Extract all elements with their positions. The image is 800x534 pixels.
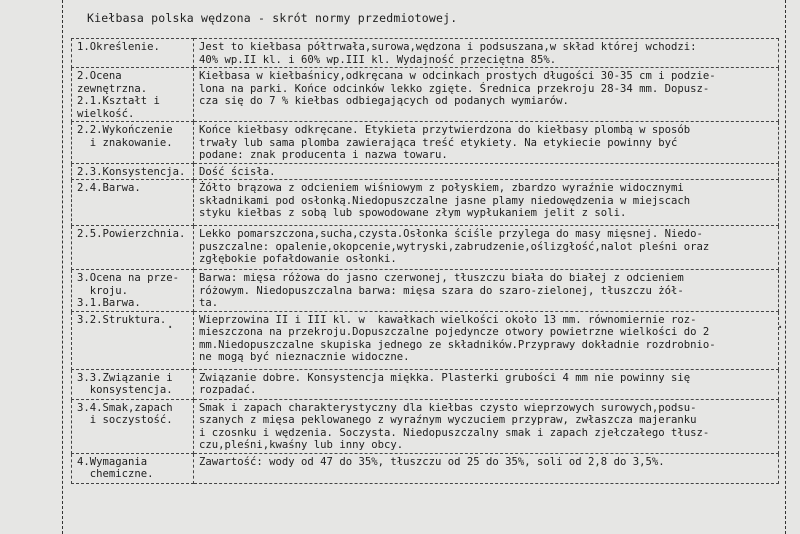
row-label: 2.2.Wykończenie i znakowanie. — [72, 122, 194, 164]
table-row — [72, 311, 779, 369]
row-label: 1.Określenie. — [72, 39, 194, 68]
table-row — [72, 68, 779, 122]
row-label: 3.Ocena na prze- kroju. 3.1.Barwa. — [72, 270, 194, 312]
row-text: Dość ścisła. — [194, 163, 779, 180]
row-text: Zawartość: wody od 47 do 35%, tłuszczu od 25 do 35%, soli od 2,8 do 3,5%. — [194, 453, 779, 483]
row-text: Końce kiełbasy odkręcane. Etykieta przytwierdzona do kiełbasy plombą w sposób trwały lub sama plomba zawierająca treść etykiety. Na etykiecie powinny być podane: znak producenta i nazwa towaru. — [194, 122, 779, 164]
table-row — [72, 163, 779, 180]
table-row — [72, 226, 779, 270]
table-row — [72, 369, 779, 399]
row-text: Związanie dobre. Konsystencja miękka. Plasterki grubości 4 mm nie powinny się rozpadać. — [194, 369, 779, 399]
row-text: Barwa: mięsa różowa do jasno czerwonej, tłuszczu biała do białej z odcieniem różowym. Niedopuszczalna barwa: mięsa szara do szaro-zielonej, tłuszczu żół- ta. — [194, 270, 779, 312]
table-row — [72, 39, 779, 68]
row-text: Żółto brązowa z odcieniem wiśniowym z połyskiem, zbardzo wyraźnie widocznymi składnikami pod osłonką.Niedopuszczalne jasne plamy niedowędzenia w miejscach styku kiełbas z sobą lub spowodowane złym wypłukaniem jelit z soli. — [194, 180, 779, 226]
row-label: 2.3.Konsystencja. — [72, 163, 194, 180]
row-text: Wieprzowina II i III kl. w kawałkach wielkości około 13 mm. równomiernie roz- mieszczona na przekroju.Dopuszczalne pojedyncze otwory powietrzne wielkości do 2 mm.Niedopuszczalne skupiska jednego ze składników.Przyprawy dokładnie rozdrobnio- ne mogą być nieznacznie widoczne. — [194, 311, 779, 369]
table-row — [72, 122, 779, 164]
row-label: 4.Wymagania chemiczne. — [72, 453, 194, 483]
row-text: Smak i zapach charakterystyczny dla kiełbas czysto wieprzowych surowych,podsu- szanych z mięsa peklowanego z wyraźnym wyczuciem przypraw, zwłaszcza majeranku i czosnku i wędzenia. Soczysta. Niedopuszczalny smak i zapach zjełczałego tłusz- czu,pleśni,kwaśny lub inny obcy. — [194, 399, 779, 453]
row-text: Jest to kiełbasa półtrwała,surowa,wędzona i podsuszana,w skład której wchodzi: 40% wp.II kl. i 60% wp.III kl. Wydajność przeciętna 85%. — [194, 39, 779, 68]
table-row — [72, 399, 779, 453]
document-title: Kiełbasa polska wędzona - skrót normy przedmiotowej. — [87, 11, 458, 25]
row-label: 2.5.Powierzchnia. — [72, 226, 194, 270]
document-frame — [62, 0, 786, 534]
table-row — [72, 180, 779, 226]
row-label: 2.4.Barwa. — [72, 180, 194, 226]
row-label: 3.3.Związanie i konsystencja. — [72, 369, 194, 399]
row-label: 3.4.Smak,zapach i soczystość. — [72, 399, 194, 453]
row-text: Kiełbasa w kiełbaśnicy,odkręcana w odcinkach prostych długości 30-35 cm i podzie- lona na parki. Końce odcinków lekko zgięte. Średnica przekroju 28-34 mm. Dopusz- cza się do 7 % kiełbas odbiegających od podanych wymiarów. — [194, 68, 779, 122]
row-text: Lekko pomarszczona,sucha,czysta.Osłonka ściśle przylega do masy mięsnej. Niedo- puszczalne: opalenie,okopcenie,wytryski,zabrudzenie,oślizgłość,nalot pleśni oraz zgłębokie pofałdowanie osłonki. — [194, 226, 779, 270]
stray-mark: · — [166, 320, 175, 336]
row-label: 2.Ocena zewnętrzna. 2.1.Kształt i wielkość. — [72, 68, 194, 122]
stray-mark: · — [776, 320, 785, 336]
row-label: 3.2.Struktura. — [72, 311, 194, 369]
table-row — [72, 453, 779, 483]
table-row — [72, 270, 779, 312]
norm-table — [71, 38, 779, 484]
